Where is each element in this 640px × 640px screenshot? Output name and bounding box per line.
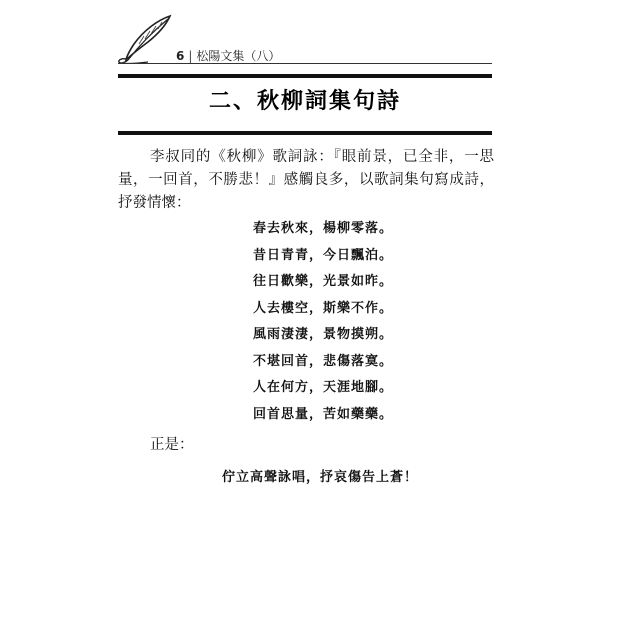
chapter-title: 二、秋柳詞集句詩: [208, 89, 401, 114]
poem-line: 風雨淒淒，景物摸朔。: [252, 327, 393, 342]
poem-line: 往日歡樂，光景如昨。: [252, 274, 393, 289]
header-rule: [118, 63, 492, 64]
poem-line: 人去樓空，斯樂不作。: [252, 300, 393, 316]
running-header: [176, 47, 280, 64]
book-title: 松陽文集（八）: [196, 49, 281, 63]
title-rule-top: [118, 74, 492, 78]
poem-line: 人在何方，天涯地腳。: [252, 380, 393, 395]
page-number: 6: [176, 49, 185, 63]
poem-line: 昔日青青，今日飄泊。: [252, 247, 393, 263]
poem-line: 不堪回首，悲傷落寞。: [252, 353, 393, 369]
poem: [0, 216, 640, 428]
intro-paragraph: 李叔同的《秋柳》歌詞詠：『眼前景，已全非，一思量，一回首，不勝悲！』感觸良多，以歌詞集句寫成詩，抒發情懷：: [118, 149, 494, 211]
zhengshi-label: 正是：: [150, 437, 194, 453]
header-separator: |: [188, 49, 193, 63]
title-rule-bottom: [118, 131, 492, 135]
poem-line: 春去秋來，楊柳零落。: [252, 221, 393, 236]
poem-line: 回首思量，苦如藥藥。: [252, 406, 393, 422]
quill-pen-icon: [118, 14, 174, 66]
page-header: [118, 14, 494, 66]
closing-line: 佇立高聲詠唱，抒哀傷告上蒼！: [221, 470, 418, 485]
